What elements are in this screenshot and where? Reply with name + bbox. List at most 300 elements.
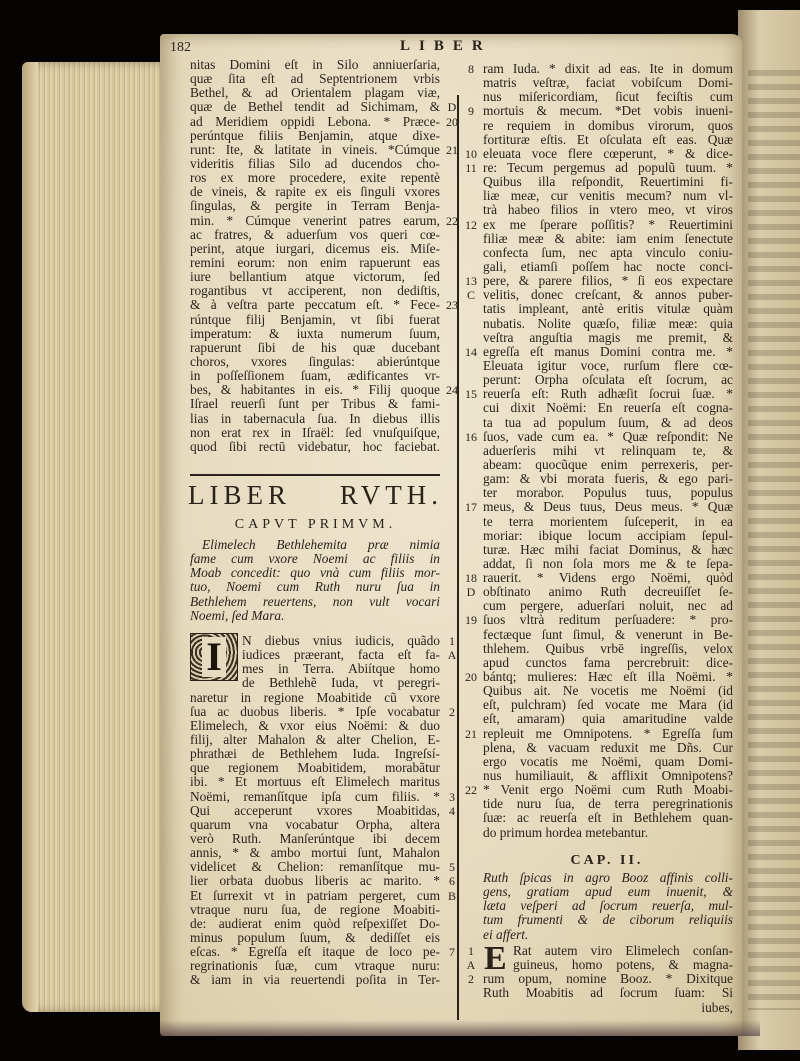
text-line — [190, 803, 455, 818]
line-text: Bethlehem reuertens, non vult vocari — [190, 594, 440, 609]
line-text: que regionem Moabitidem, morabãtur — [190, 761, 440, 776]
text-line — [483, 486, 733, 500]
line-text: ex me ſperare poſſitis? * Reuertimini — [483, 217, 733, 232]
text-line — [483, 871, 733, 885]
verse-number: 24 — [446, 383, 458, 398]
text-line — [483, 811, 733, 825]
chapter-2-initial: E — [484, 940, 507, 977]
text-line — [483, 133, 733, 147]
line-text: addat, ſi non ſola mors me & te ſepa- — [483, 556, 733, 571]
line-text: egreſſa eſt manus Domini contra me. * — [483, 344, 733, 359]
text-line — [465, 274, 733, 289]
line-text: Quibus illa reſpondit, Reuertimini fi- — [483, 175, 733, 190]
line-text: annis, * & ambo mortui ſunt, Mahalon — [190, 846, 440, 861]
text-line — [483, 628, 733, 642]
verse-number: 2 — [449, 704, 455, 719]
page-number: 182 — [170, 40, 191, 55]
facing-page-edge — [738, 10, 800, 1050]
line-text: min. * Cúmque venerint patres earum, — [190, 213, 440, 228]
line-text: veſtra anguſtia magis me premit, & — [483, 330, 733, 345]
text-line — [190, 213, 458, 228]
running-title: LIBER — [400, 38, 492, 54]
text-line — [190, 58, 440, 72]
text-line — [466, 585, 733, 600]
verse-number: 7 — [449, 945, 455, 960]
line-text: lier orbata duobus liberis ac marito. * — [190, 874, 440, 889]
line-text: nus miſericordiam, ſicut feciſtis cum — [483, 90, 733, 105]
line-text: re: Tecum pergemus ad populũ tuum. * — [483, 160, 733, 175]
text-line — [468, 972, 733, 987]
text-line — [190, 552, 440, 566]
text-line — [483, 913, 733, 927]
line-text: moriar: ibique locum accipiam ſepul- — [483, 528, 733, 543]
text-line — [190, 860, 455, 875]
line-text: minus populum ſuum, & dediſſet eis — [190, 930, 440, 945]
verse-number: 18 — [465, 571, 477, 586]
line-text: apud cunctos fama percrebruit: dice- — [483, 655, 733, 670]
text-line — [483, 401, 733, 415]
text-line — [483, 656, 733, 670]
text-line — [190, 397, 440, 411]
text-line — [483, 599, 733, 613]
verse-number: D — [447, 100, 457, 115]
line-text: fortituræ eſtis. Et oſculata eſt eas. Quæ — [483, 132, 733, 147]
line-text: trà habeo filios in vtero meo, vt viros — [483, 203, 733, 218]
dropcap-letter: I — [202, 637, 226, 677]
text-line — [465, 571, 733, 586]
text-line — [190, 270, 440, 284]
line-text: thlehem. Quibus vrbē ingreſſis, velox — [483, 641, 733, 656]
line-text: ac fratres, & aduerſum vos queri cœ- — [190, 227, 440, 242]
text-line — [190, 832, 440, 846]
text-line — [190, 114, 458, 129]
text-line — [483, 444, 733, 458]
text-line — [483, 317, 733, 331]
line-text: quarum vna vocabatur Orpha, altera — [190, 817, 440, 832]
line-text: Et ſurrexit vt in patriam pergeret, cum — [190, 888, 440, 903]
line-text: tatis impleant, antè eritis vitulæ quàm — [483, 302, 733, 317]
book-title: LIBER RVTH. — [188, 480, 443, 510]
text-line — [190, 171, 440, 185]
line-text: ſuos, vade cum ea. * Quæ reſpondit: Ne — [483, 429, 733, 444]
line-text: runt: Ite, & latitate in vineis. *Cúmque — [190, 142, 440, 157]
chapter-2-summary — [483, 871, 733, 942]
line-text: Ruth ſpicas in agro Booz affinis colli- — [483, 871, 733, 885]
line-text: ta tua ad populum ſuum, & ad deos — [483, 415, 733, 430]
text-line — [190, 327, 440, 341]
line-text: regrinationis ſuæ, cum vtraque nuru: — [190, 959, 440, 974]
line-text: ram Iuda. * dixit ad eas. Ite in domum — [483, 62, 733, 76]
line-text: gens, gratiam apud eum inuenit, & — [483, 885, 733, 900]
line-text: gam: & vbi morata fueris, & ego pari- — [483, 472, 733, 487]
line-text: quæ ſita eſt ad Septentrionem vrbis — [190, 72, 440, 87]
line-text: Qui acceperunt vxores Moabitidas, — [190, 803, 440, 818]
verse-number: 13 — [465, 274, 477, 289]
line-text: liæ meæ, cur venitis mecum? num vl- — [483, 189, 733, 204]
line-text: Noëmi, remanſítque ipſa cum filiis. * — [190, 789, 440, 804]
text-line — [190, 931, 440, 945]
text-line — [483, 416, 733, 430]
text-line — [190, 719, 440, 733]
text-line — [483, 529, 733, 543]
line-text: Noemi, ſed Mara. — [190, 608, 285, 623]
line-text: ſua ac duobus liberis. * Ipſe vocabatur — [190, 704, 440, 719]
verse-number: 9 — [468, 104, 474, 119]
line-text: Ruth Moabitis ad ſocrum ſuam: Si — [483, 986, 733, 1001]
verse-number: 2 — [468, 972, 474, 987]
text-line — [190, 676, 440, 690]
line-text: fectæque ſunt ſimul, & venerunt in Be- — [483, 627, 733, 642]
text-line — [190, 341, 440, 355]
text-line — [190, 747, 440, 761]
text-line — [483, 260, 733, 274]
line-text: Rat autem viro Elimelech conſan- — [513, 944, 733, 958]
line-text: tide nuru ſua, de terra peregrinationis — [483, 797, 733, 812]
text-line — [483, 712, 733, 726]
line-text: aduerſeris mihi vt relinquam te, & — [483, 443, 733, 458]
line-text: tum frumenti & de ciborum reliquiis — [483, 913, 733, 928]
line-text: gali, etiamſi poſſem hac nocte conci- — [483, 259, 733, 274]
text-line — [483, 175, 733, 189]
book-cover-edge — [22, 62, 38, 1012]
verse-number: 16 — [465, 429, 477, 444]
text-line — [465, 217, 733, 232]
line-text: tuo, Noemi cum Ruth nuru ſua in — [190, 580, 440, 595]
text-line — [190, 538, 440, 552]
text-line — [190, 733, 440, 747]
verse-number: 5 — [449, 860, 455, 875]
line-text: rum opum, nomine Booz. * Dixitque — [483, 972, 733, 987]
verse-number: 23 — [446, 298, 458, 313]
verse-number: 4 — [449, 803, 455, 818]
text-line — [465, 613, 733, 628]
text-line — [190, 412, 440, 426]
verse-number: 3 — [449, 789, 455, 804]
chapter-1-text — [190, 634, 457, 988]
text-line — [483, 302, 733, 316]
line-text: ſuæ: ac reuerſa eſt in Bethlehem quan- — [483, 811, 733, 826]
verse-number: C — [466, 288, 475, 303]
text-line — [483, 232, 733, 246]
line-text: quod ſibi rectū videbatur, hoc faciebat. — [190, 439, 440, 454]
text-line — [190, 775, 440, 789]
line-text: ſuos vltrà reditum perſuadere: * pro- — [483, 613, 733, 628]
line-text: verò Ruth. Manſerúntque ibi decem — [190, 831, 440, 846]
verse-number: 22 — [465, 783, 477, 798]
verse-number: 22 — [446, 213, 458, 228]
text-line — [483, 331, 733, 345]
line-text: velitis, donec creſcant, & annos puber- — [483, 288, 733, 303]
text-line — [190, 945, 455, 960]
line-text: & iam in via reuertendi poſita in Ter- — [190, 973, 440, 988]
text-line — [468, 104, 733, 119]
line-text: mes in Terra. Abiítque homo — [242, 662, 440, 677]
text-line — [483, 797, 733, 811]
text-line — [190, 284, 440, 298]
page-block-edges — [22, 62, 172, 1012]
line-text: videritis filias Silo ad ducendos cho- — [190, 156, 440, 171]
line-text: obſtinato animo Ruth decreuiſſet ſe- — [483, 585, 733, 600]
text-line — [190, 440, 440, 454]
line-text: matris veſtræ, faciat vobiſcum Domi- — [483, 76, 733, 91]
line-text: filiæ meæ & abite: iam enim ſenectute — [483, 231, 733, 246]
line-text: mortuis & mecum. *Det vobis inueni- — [483, 104, 733, 119]
line-text: Iſrael reuerſi ſunt per Tribus & fami- — [190, 397, 440, 412]
text-line — [483, 769, 733, 783]
line-text: Eleuata igitur voce, rurſum flere cœ- — [483, 358, 733, 373]
text-line — [465, 344, 733, 359]
text-line — [190, 100, 457, 115]
line-text: fame cum vxore Noemi ac filiis in — [190, 552, 440, 567]
text-line — [190, 609, 440, 623]
text-line — [190, 818, 440, 832]
text-line — [483, 741, 733, 755]
line-text: non erat rex in Iſraël: ſed vnuſquiſque, — [190, 425, 440, 440]
line-text: bes, & habitantes in eis. * Filij quoque — [190, 383, 440, 398]
line-text: eſt, amaram) quia amaritudine valde — [483, 712, 733, 727]
line-text: guineus, homo potens, & magna- — [513, 958, 733, 973]
text-line — [190, 383, 458, 398]
text-line — [190, 648, 457, 663]
line-text: rauerit. * Videns ergo Noëmi, quòd — [483, 571, 733, 586]
line-text: ergo vocatis me Noëmi, quam Domi- — [483, 754, 733, 769]
text-line — [190, 142, 458, 157]
verse-number: 11 — [465, 160, 477, 175]
text-line — [468, 62, 733, 76]
verse-number: 19 — [465, 613, 477, 628]
text-line — [483, 755, 733, 769]
line-text: te terra morientem ſuſceperit, in ea — [483, 514, 733, 529]
verse-number: 15 — [465, 387, 477, 402]
line-text: Moab concedit: quo vnà cum filiis mor- — [190, 566, 440, 581]
verse-number: 10 — [465, 146, 477, 161]
text-line — [190, 888, 456, 903]
text-line — [190, 846, 440, 860]
line-text: Bethel, & ad Orientalem plagam viæ, — [190, 86, 440, 101]
text-line — [483, 557, 733, 571]
line-text: perúntque filiis Benjamin, atque dixe- — [190, 128, 440, 143]
text-line — [190, 256, 440, 270]
line-text: rapuerunt ſibi de his quæ ducebant — [190, 340, 440, 355]
verse-number: 1 — [449, 634, 455, 648]
line-text: re requiem in domibus virorum, quos — [483, 118, 733, 133]
text-line — [465, 783, 733, 798]
text-line — [190, 566, 440, 580]
text-line — [465, 387, 733, 402]
text-line — [190, 704, 455, 719]
line-text: iure bellantium atque victorum, ſed — [190, 270, 440, 285]
line-text: quæ de Bethel tendit ad Sichimam, & — [190, 100, 440, 115]
text-line — [190, 662, 440, 676]
text-line — [483, 928, 733, 942]
text-line — [190, 199, 440, 213]
line-text: Elimelech Bethlehemita præ nimia — [202, 538, 440, 552]
text-line — [465, 670, 733, 685]
line-text: eleuata voce flere cœperunt, * & dice- — [483, 146, 733, 161]
line-text: turæ. Hæc mihi faciat Dominus, & hæc — [483, 542, 733, 557]
text-line — [190, 874, 455, 889]
text-line — [483, 203, 733, 217]
page-shadow — [160, 1020, 760, 1036]
line-text: videlicet & Chelion: remanſítque mu- — [190, 860, 440, 875]
right-text-column — [465, 62, 733, 840]
text-line — [190, 761, 440, 775]
line-text: naretur in regione Moabitide cũ vxore — [190, 690, 440, 705]
text-line — [190, 185, 440, 199]
line-text: do primum hordea metebantur. — [483, 825, 649, 840]
verse-number: A — [447, 648, 457, 663]
text-line — [190, 426, 440, 440]
line-text: lias in tabernacula ſua. In diebus illis — [190, 411, 440, 426]
text-line — [483, 472, 733, 486]
line-text: confecta ſum, nec apta vinculo coniu- — [483, 245, 733, 260]
text-line — [483, 826, 733, 840]
text-line — [483, 642, 733, 656]
line-text: rogantibus vt acciperent, non dediſtis, — [190, 284, 440, 299]
line-text: Elimelech, & vxor eius Noëmi: & duo — [190, 718, 440, 733]
line-text: de vineis, & rapite ex eis ſinguli vxores — [190, 185, 440, 200]
line-text: ros ex more procedere, exite repentè — [190, 171, 440, 186]
line-text: iubes, — [701, 1000, 733, 1015]
line-text: ei affert. — [483, 927, 529, 942]
line-text: nubatis. Nolite quæſo, filiæ meæ: quia — [483, 316, 733, 331]
text-line — [466, 288, 733, 303]
line-text: bántq; mulieres: Hæc eſt illa Noëmi. * — [483, 670, 733, 685]
text-line — [190, 228, 440, 242]
line-text: reuerſa eſt: Ruth adhæſit ſocrui ſuæ. * — [483, 387, 733, 402]
line-text: ter morabor. Populus tuus, populus — [483, 486, 733, 501]
verse-number: 21 — [465, 726, 477, 741]
line-text: de: audierat enim quòd reſpexiſſet Do- — [190, 916, 440, 931]
line-text: cui dixit Noëmi: En reuerſa eſt cogna- — [483, 401, 733, 416]
text-line — [483, 458, 733, 472]
text-line — [190, 369, 440, 383]
line-text: pere, & parere filios, * ſi eos expectare — [483, 274, 733, 289]
text-line — [468, 944, 733, 958]
line-text: perint, atque iurgari, dicemus eis. Miſe- — [190, 241, 440, 256]
chapter-1-summary — [190, 538, 440, 623]
verse-number: 14 — [465, 344, 477, 359]
text-line — [483, 684, 733, 698]
text-line — [483, 246, 733, 260]
line-text: repleuit me Omnipotens. * Egreſſa ſum — [483, 726, 733, 741]
text-line — [190, 86, 440, 100]
line-text: imperatum: & iuxta numerum ſuum, — [190, 326, 440, 341]
line-text: abeam: quocũque enim perrexeris, per- — [483, 457, 733, 472]
verse-number: 21 — [446, 142, 458, 157]
line-text: choros, vxores ſingulas: abierúntque — [190, 354, 440, 369]
verse-number: 1 — [468, 944, 474, 958]
line-text: in poſſeſſionem ſuam, ædificantes vr- — [190, 369, 440, 384]
text-line — [190, 973, 440, 987]
text-line — [190, 72, 440, 86]
judges-text-column — [190, 58, 458, 454]
verse-number: 20 — [465, 670, 477, 685]
verse-number: B — [447, 888, 456, 903]
line-text: de Bethlehẽ Iuda, vt peregri- — [242, 676, 440, 691]
text-line — [483, 373, 733, 387]
text-line — [190, 355, 440, 369]
text-line — [465, 160, 733, 175]
text-line — [190, 580, 440, 594]
verse-number: 12 — [465, 217, 477, 232]
chapter-1-title: CAPVT PRIMVM. — [234, 517, 397, 532]
verse-number: 20 — [446, 114, 458, 129]
facing-page-text — [748, 70, 800, 1010]
line-text: perunt: Orpha oſculata eſt ſocrum, ac — [483, 373, 733, 388]
text-line — [465, 726, 733, 741]
text-line — [190, 634, 455, 648]
text-line — [465, 500, 733, 515]
line-text: nitas Domini eſt in Silo anniuerſaria, — [190, 58, 440, 72]
text-line — [483, 1001, 733, 1015]
section-rule — [190, 474, 440, 476]
line-text: eſcas. * Egreſſa eſt itaque de loco pe- — [190, 945, 440, 960]
text-line — [483, 359, 733, 373]
verse-number: 8 — [468, 62, 474, 76]
text-line — [190, 595, 440, 609]
verse-number: A — [466, 958, 476, 973]
text-line — [465, 146, 733, 161]
line-text: rúntque filij Benjamin, vt ſibi fuerat — [190, 312, 440, 327]
line-text: eſt, pulchram) ſed vocate me Mara (id — [483, 698, 733, 713]
line-text: læta veſperi ad ſocrum reuerſa, mul- — [483, 899, 733, 914]
line-text: ibi. * Et mortuus eſt Elimelech maritus — [190, 775, 440, 790]
line-text: plena, & vacuam reduxit me Dñs. Cur — [483, 740, 733, 755]
text-line — [190, 129, 440, 143]
text-line — [190, 691, 440, 705]
line-text: filij, alter Mahalon & alter Chelion, E- — [190, 732, 440, 747]
text-line — [483, 986, 733, 1000]
text-line — [483, 698, 733, 712]
text-line — [466, 958, 733, 973]
line-text: nus humiliauit, & afflixit Omnipotens? — [483, 769, 733, 784]
chapter-2-text — [466, 940, 733, 1015]
text-line — [483, 899, 733, 913]
text-line — [190, 789, 455, 804]
line-text: ſingulas, & pergite in Terram Benja- — [190, 199, 440, 214]
text-line — [190, 242, 440, 256]
verse-number: D — [466, 585, 476, 600]
text-line — [483, 515, 733, 529]
text-line — [483, 76, 733, 90]
text-line — [190, 917, 440, 931]
text-line — [190, 298, 458, 313]
text-line — [483, 885, 733, 899]
text-line — [190, 903, 440, 917]
text-line — [483, 543, 733, 557]
line-text: phrathæi de Bethlehem Iuda. Ingreſsí- — [190, 747, 440, 762]
text-line — [483, 119, 733, 133]
line-text: remini eorum: non enim rapuerunt eas — [190, 255, 440, 270]
text-line — [483, 189, 733, 203]
line-text: meus, & Deus tuus, Deus meus. * Quæ — [483, 500, 733, 515]
text-line — [190, 157, 440, 171]
text-line — [190, 313, 440, 327]
verse-number: 6 — [449, 874, 455, 889]
line-text: vtraque nuru ſua, de regione Moabiti- — [190, 902, 440, 917]
line-text: * Venit ergo Noëmi cum Ruth Moabi- — [483, 783, 733, 798]
text-line — [465, 429, 733, 444]
line-text: N diebus vnius iudicis, quãdo — [242, 634, 440, 648]
verse-number: 17 — [465, 500, 477, 515]
line-text: ad Meridiem oppidi Lebona. * Præce- — [190, 114, 440, 129]
line-text: iudices præerant, facta eſt fa- — [242, 648, 440, 663]
text-line — [483, 90, 733, 104]
line-text: Quibus ait. Ne vocetis me Noëmi (id — [483, 684, 733, 699]
chapter-2-title: CAP. II. — [570, 853, 644, 868]
line-text: cum pergere, aduerſari noluit, nec ad — [483, 599, 733, 614]
